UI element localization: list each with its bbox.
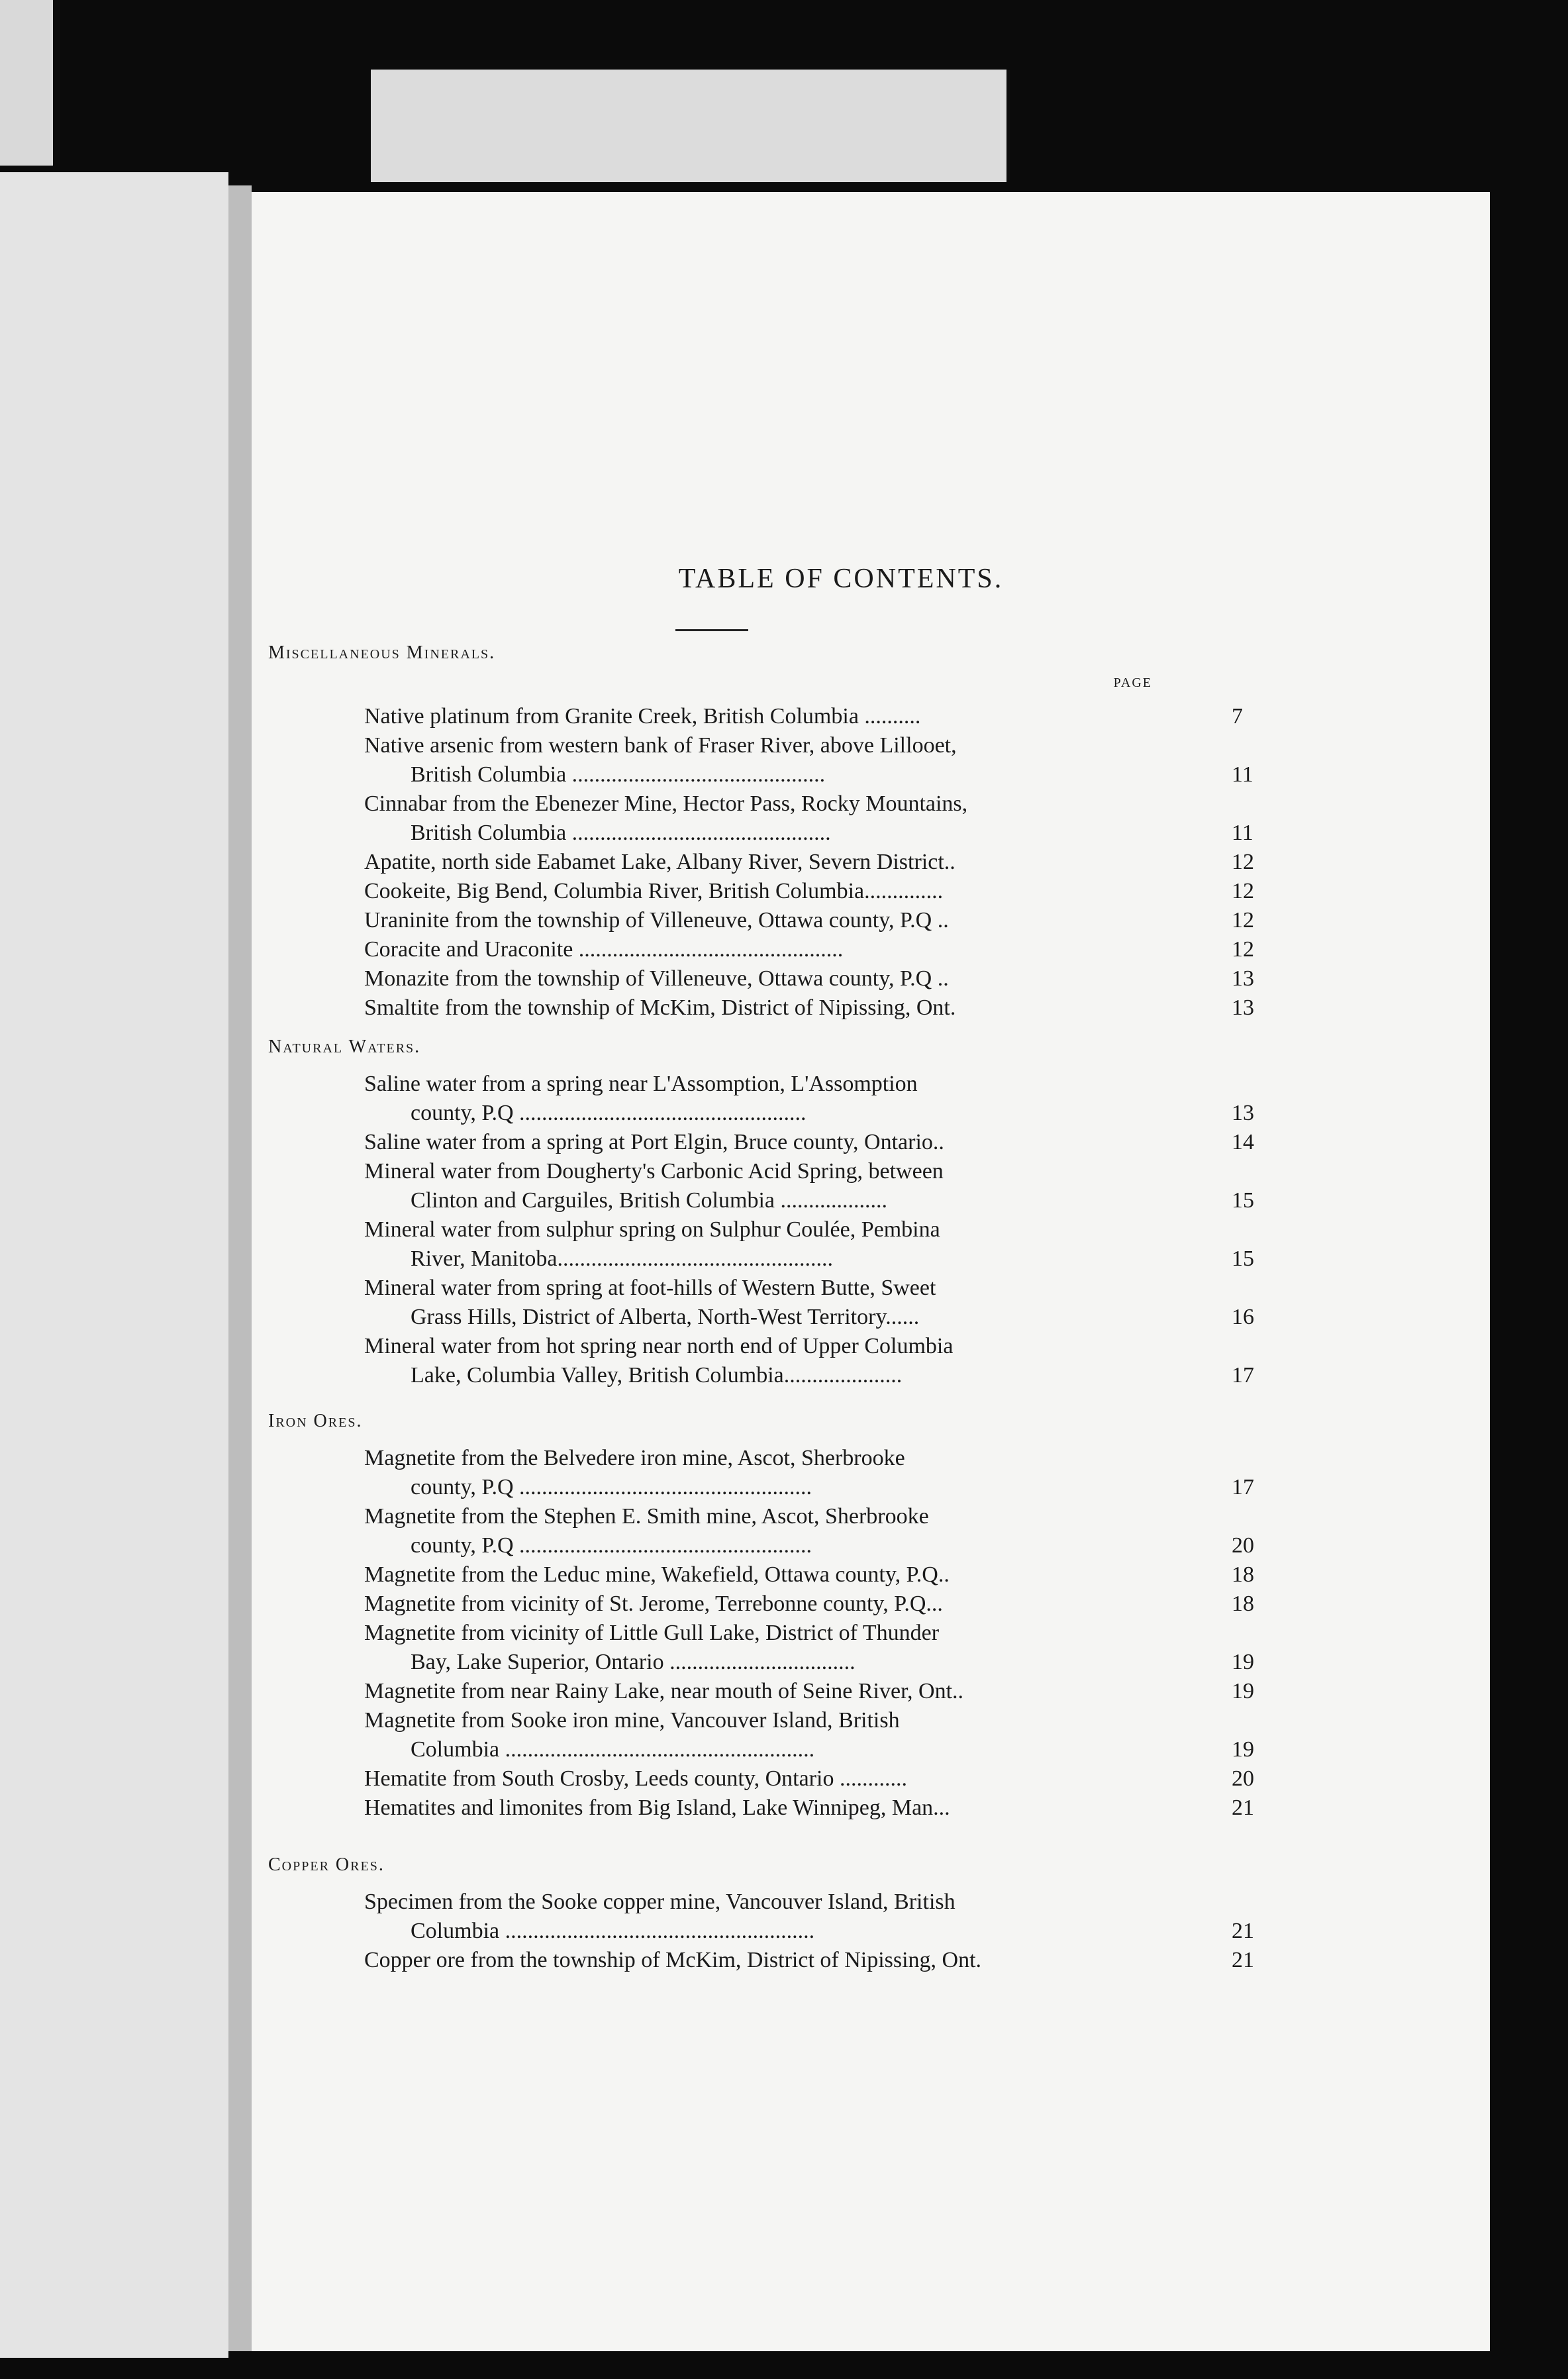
entry-page-number: 18 bbox=[1232, 1562, 1254, 1587]
entry-page-number: 19 bbox=[1232, 1737, 1254, 1762]
entry-title: Mineral water from spring at foot-hills of Western Butte, Sweet bbox=[364, 1276, 936, 1300]
entry-title-continued: county, P.Q ................................................... bbox=[411, 1101, 807, 1125]
entry-page-number: 21 bbox=[1232, 1919, 1254, 1943]
entry-title: Cookeite, Big Bend, Columbia River, British Columbia.............. bbox=[364, 879, 944, 903]
entry-page-number: 14 bbox=[1232, 1130, 1254, 1154]
entry-page-number: 19 bbox=[1232, 1679, 1254, 1703]
entry-page-number: 20 bbox=[1232, 1533, 1254, 1558]
entry-title: Saline water from a spring at Port Elgin, Bruce county, Ontario.. bbox=[364, 1130, 944, 1154]
section-heading: Natural Waters. bbox=[268, 1037, 421, 1057]
page-column-header: PAGE bbox=[1113, 676, 1152, 690]
entry-page-number: 20 bbox=[1232, 1766, 1254, 1791]
entry-title-continued: county, P.Q .................................................... bbox=[411, 1533, 812, 1558]
entry-title: Magnetite from the Stephen E. Smith mine, Ascot, Sherbrooke bbox=[364, 1504, 929, 1529]
entry-page-number: 13 bbox=[1232, 1101, 1254, 1125]
entry-title: Smaltite from the township of McKim, District of Nipissing, Ont. bbox=[364, 995, 956, 1020]
entry-page-number: 12 bbox=[1232, 850, 1254, 874]
entry-title-continued: British Columbia .............................................. bbox=[411, 821, 831, 845]
entry-title: Cinnabar from the Ebenezer Mine, Hector Pass, Rocky Mountains, bbox=[364, 791, 968, 816]
section-heading: Copper Ores. bbox=[268, 1854, 385, 1875]
entry-page-number: 12 bbox=[1232, 937, 1254, 962]
entry-title: Monazite from the township of Villeneuve, Ottawa county, P.Q .. bbox=[364, 966, 949, 991]
entry-page-number: 18 bbox=[1232, 1592, 1254, 1616]
entry-page-number: 7 bbox=[1232, 704, 1243, 729]
entry-title-continued: Columbia ....................................................... bbox=[411, 1737, 815, 1762]
entry-title: Magnetite from vicinity of Little Gull Lake, District of Thunder bbox=[364, 1621, 940, 1645]
entry-title-continued: Clinton and Carguiles, British Columbia ................... bbox=[411, 1188, 887, 1213]
entry-page-number: 12 bbox=[1232, 879, 1254, 903]
entry-title: Mineral water from Dougherty's Carbonic Acid Spring, between bbox=[364, 1159, 944, 1184]
entry-title-continued: Bay, Lake Superior, Ontario ................................. bbox=[411, 1650, 856, 1674]
entry-page-number: 15 bbox=[1232, 1188, 1254, 1213]
entry-title: Magnetite from the Leduc mine, Wakefield, Ottawa county, P.Q.. bbox=[364, 1562, 950, 1587]
entry-title-continued: British Columbia ............................................. bbox=[411, 762, 826, 787]
entry-page-number: 12 bbox=[1232, 908, 1254, 933]
entry-page-number: 15 bbox=[1232, 1246, 1254, 1271]
entry-title-continued: Columbia ....................................................... bbox=[411, 1919, 815, 1943]
entry-title-continued: River, Manitoba................................................. bbox=[411, 1246, 833, 1271]
entry-page-number: 16 bbox=[1232, 1305, 1254, 1329]
entry-title: Magnetite from near Rainy Lake, near mouth of Seine River, Ont.. bbox=[364, 1679, 964, 1703]
adjacent-page-top bbox=[371, 70, 1006, 182]
entry-page-number: 13 bbox=[1232, 966, 1254, 991]
page-title: TABLE OF CONTENTS. bbox=[678, 564, 1004, 594]
entry-title: Mineral water from sulphur spring on Sulphur Coulée, Pembina bbox=[364, 1217, 940, 1242]
entry-title: Magnetite from Sooke iron mine, Vancouver Island, British bbox=[364, 1708, 900, 1733]
entry-page-number: 21 bbox=[1232, 1948, 1254, 1972]
entry-title: Specimen from the Sooke copper mine, Vancouver Island, British bbox=[364, 1890, 956, 1914]
entry-title: Apatite, north side Eabamet Lake, Albany River, Severn District.. bbox=[364, 850, 956, 874]
section-heading: Miscellaneous Minerals. bbox=[268, 642, 496, 663]
section-heading: Iron Ores. bbox=[268, 1411, 363, 1431]
entry-title: Saline water from a spring near L'Assomption, L'Assomption bbox=[364, 1072, 918, 1096]
entry-title: Hematite from South Crosby, Leeds county, Ontario ............ bbox=[364, 1766, 907, 1791]
entry-title: Uraninite from the township of Villeneuve, Ottawa county, P.Q .. bbox=[364, 908, 949, 933]
entry-title-continued: Grass Hills, District of Alberta, North-West Territory...... bbox=[411, 1305, 920, 1329]
entry-page-number: 13 bbox=[1232, 995, 1254, 1020]
page-edge-shadow bbox=[228, 185, 252, 2351]
entry-title-continued: Lake, Columbia Valley, British Columbia..................... bbox=[411, 1363, 903, 1388]
entry-title: Mineral water from hot spring near north end of Upper Columbia bbox=[364, 1334, 954, 1358]
entry-title: Coracite and Uraconite ............................................... bbox=[364, 937, 844, 962]
entry-title: Copper ore from the township of McKim, District of Nipissing, Ont. bbox=[364, 1948, 982, 1972]
entry-title: Magnetite from the Belvedere iron mine, Ascot, Sherbrooke bbox=[364, 1446, 905, 1470]
entry-page-number: 11 bbox=[1232, 762, 1253, 787]
film-strip-background bbox=[0, 0, 53, 166]
entry-title: Native platinum from Granite Creek, British Columbia .......... bbox=[364, 704, 921, 729]
entry-title: Magnetite from vicinity of St. Jerome, Terrebonne county, P.Q... bbox=[364, 1592, 943, 1616]
entry-title: Native arsenic from western bank of Fraser River, above Lillooet, bbox=[364, 733, 957, 758]
entry-page-number: 21 bbox=[1232, 1796, 1254, 1820]
document-page bbox=[252, 192, 1490, 2351]
entry-title: Hematites and limonites from Big Island, Lake Winnipeg, Man... bbox=[364, 1796, 950, 1820]
entry-page-number: 19 bbox=[1232, 1650, 1254, 1674]
entry-page-number: 17 bbox=[1232, 1363, 1254, 1388]
entry-page-number: 17 bbox=[1232, 1475, 1254, 1499]
entry-title-continued: county, P.Q .................................................... bbox=[411, 1475, 812, 1499]
title-rule bbox=[675, 629, 748, 631]
adjacent-page-left bbox=[0, 172, 228, 2358]
entry-page-number: 11 bbox=[1232, 821, 1253, 845]
